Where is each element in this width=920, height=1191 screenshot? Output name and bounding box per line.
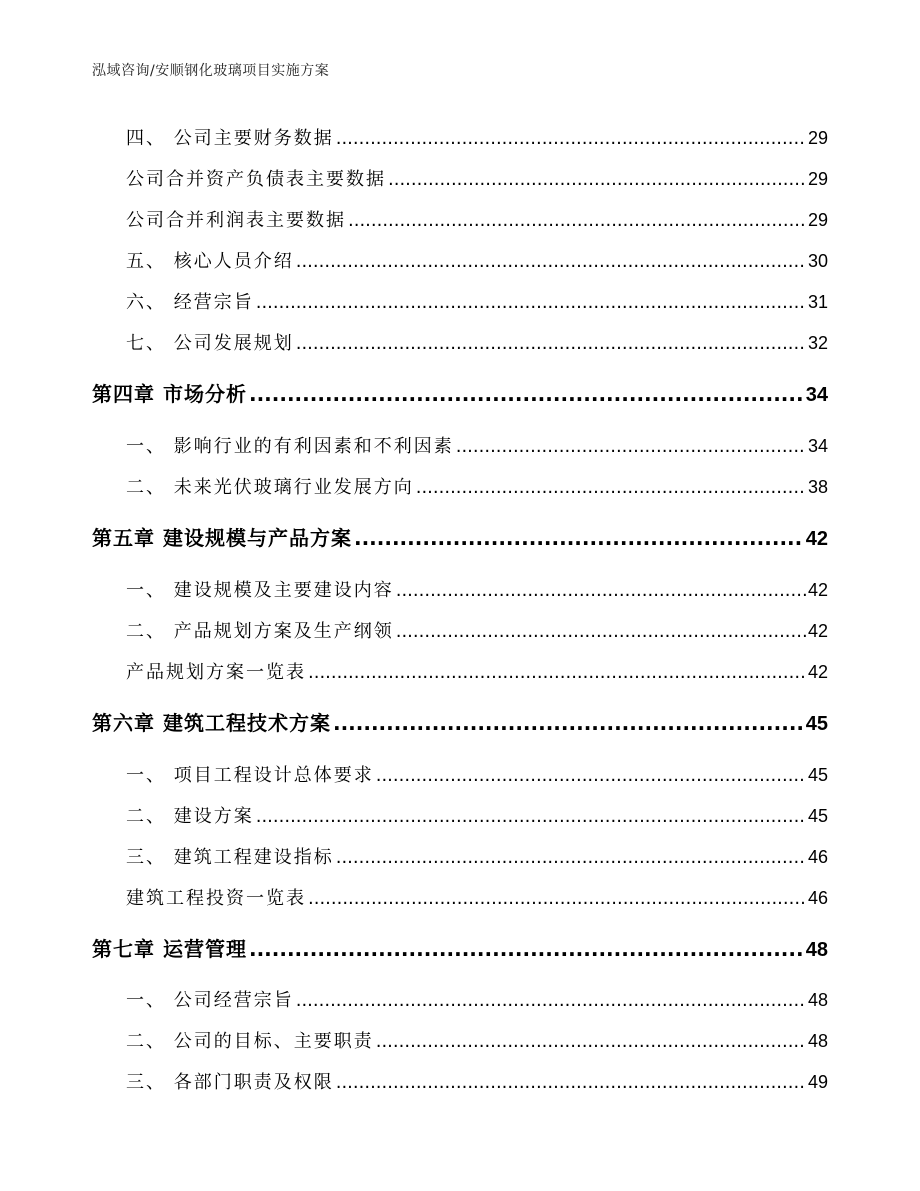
toc-entry[interactable] xyxy=(126,658,828,684)
toc-leader-dots xyxy=(348,210,806,231)
toc-entry[interactable] xyxy=(126,124,828,150)
toc-entry-page: 45 xyxy=(807,765,828,785)
toc-entry[interactable] xyxy=(126,761,828,787)
toc-entry[interactable] xyxy=(126,884,828,910)
toc-leader-dots xyxy=(308,662,806,683)
toc-entry-label: 二、 公司的目标、主要职责 xyxy=(126,1031,374,1052)
toc-entry[interactable] xyxy=(126,617,828,643)
toc-entry-label: 四、 公司主要财务数据 xyxy=(126,128,334,149)
toc-leader-dots xyxy=(296,333,806,354)
toc-entry-label: 公司合并利润表主要数据 xyxy=(126,210,346,231)
toc-entry-label: 二、 未来光伏玻璃行业发展方向 xyxy=(126,477,414,498)
toc-leader-dots xyxy=(249,937,804,961)
toc-entry[interactable] xyxy=(126,247,828,273)
toc-chapter-page: 48 xyxy=(805,939,828,961)
toc-entry[interactable] xyxy=(126,473,828,499)
toc-entry-page: 45 xyxy=(807,806,828,826)
toc-entry-label: 一、 项目工程设计总体要求 xyxy=(126,765,374,786)
toc-chapter-label: 第五章 建设规模与产品方案 xyxy=(92,526,352,550)
toc-entry-page: 49 xyxy=(807,1072,828,1092)
document-header: 泓域咨询/安顺钢化玻璃项目实施方案 xyxy=(92,63,330,79)
toc-leader-dots xyxy=(396,580,806,601)
toc-chapter-label: 第四章 市场分析 xyxy=(92,382,247,406)
toc-entry-label: 五、 核心人员介绍 xyxy=(126,251,294,272)
toc-leader-dots xyxy=(396,621,806,642)
toc-entry-page: 29 xyxy=(807,128,828,148)
toc-entry-page: 48 xyxy=(807,990,828,1010)
toc-leader-dots xyxy=(296,251,806,272)
toc-entry-page: 31 xyxy=(807,292,828,312)
toc-entry[interactable] xyxy=(126,165,828,191)
toc-leader-dots xyxy=(249,382,804,406)
toc-entry-page: 29 xyxy=(807,169,828,189)
toc-entry-label: 公司合并资产负债表主要数据 xyxy=(126,169,386,190)
toc-leader-dots xyxy=(256,806,806,827)
toc-leader-dots xyxy=(336,847,806,868)
toc-entry[interactable] xyxy=(126,206,828,232)
toc-entry-label: 一、 建设规模及主要建设内容 xyxy=(126,580,394,601)
toc-leader-dots xyxy=(336,128,806,149)
toc-entry-label: 一、 影响行业的有利因素和不利因素 xyxy=(126,436,454,457)
toc-leader-dots xyxy=(336,1072,806,1093)
toc-entry-page: 38 xyxy=(807,477,828,497)
toc-entry-label: 六、 经营宗旨 xyxy=(126,292,254,313)
toc-entry-page: 42 xyxy=(807,662,828,682)
toc-entry-label: 建筑工程投资一览表 xyxy=(126,888,306,909)
toc-chapter-entry[interactable] xyxy=(92,378,828,407)
toc-entry[interactable] xyxy=(126,432,828,458)
toc-entry-label: 三、 建筑工程建设指标 xyxy=(126,847,334,868)
toc-leader-dots xyxy=(416,477,806,498)
toc-chapter-entry[interactable] xyxy=(92,522,828,551)
toc-entry-label: 一、 公司经营宗旨 xyxy=(126,990,294,1011)
toc-entry[interactable] xyxy=(126,843,828,869)
toc-entry-page: 42 xyxy=(807,580,828,600)
toc-leader-dots xyxy=(354,526,804,550)
toc-entry-page: 42 xyxy=(807,621,828,641)
toc-entry-page: 29 xyxy=(807,210,828,230)
toc-entry-page: 46 xyxy=(807,847,828,867)
toc-entry-label: 三、 各部门职责及权限 xyxy=(126,1072,334,1093)
toc-entry[interactable] xyxy=(126,986,828,1012)
toc-entry-page: 34 xyxy=(807,436,828,456)
toc-leader-dots xyxy=(456,436,806,457)
toc-entry-page: 30 xyxy=(807,251,828,271)
toc-entry[interactable] xyxy=(126,329,828,355)
toc-leader-dots xyxy=(308,888,806,909)
toc-leader-dots xyxy=(376,765,806,786)
toc-chapter-label: 第六章 建筑工程技术方案 xyxy=(92,711,331,735)
toc-entry[interactable] xyxy=(126,288,828,314)
toc-entry-label: 二、 产品规划方案及生产纲领 xyxy=(126,621,394,642)
toc-entry-page: 46 xyxy=(807,888,828,908)
toc-chapter-page: 45 xyxy=(805,713,828,735)
toc-chapter-page: 34 xyxy=(805,384,828,406)
toc-chapter-label: 第七章 运营管理 xyxy=(92,937,247,961)
toc-entry-label: 产品规划方案一览表 xyxy=(126,662,306,683)
toc-entry[interactable] xyxy=(126,1068,828,1094)
toc-entry[interactable] xyxy=(126,1027,828,1053)
toc-entry-page: 48 xyxy=(807,1031,828,1051)
toc-leader-dots xyxy=(256,292,806,313)
toc-chapter-page: 42 xyxy=(805,528,828,550)
toc-entry-label: 七、 公司发展规划 xyxy=(126,333,294,354)
toc-chapter-entry[interactable] xyxy=(92,707,828,736)
toc-leader-dots xyxy=(388,169,806,190)
toc-entry-label: 二、 建设方案 xyxy=(126,806,254,827)
toc-chapter-entry[interactable] xyxy=(92,933,828,962)
toc-leader-dots xyxy=(296,990,806,1011)
toc-entry[interactable] xyxy=(126,576,828,602)
toc-entry-page: 32 xyxy=(807,333,828,353)
toc-leader-dots xyxy=(333,711,804,735)
toc-leader-dots xyxy=(376,1031,806,1052)
toc-entry[interactable] xyxy=(126,802,828,828)
